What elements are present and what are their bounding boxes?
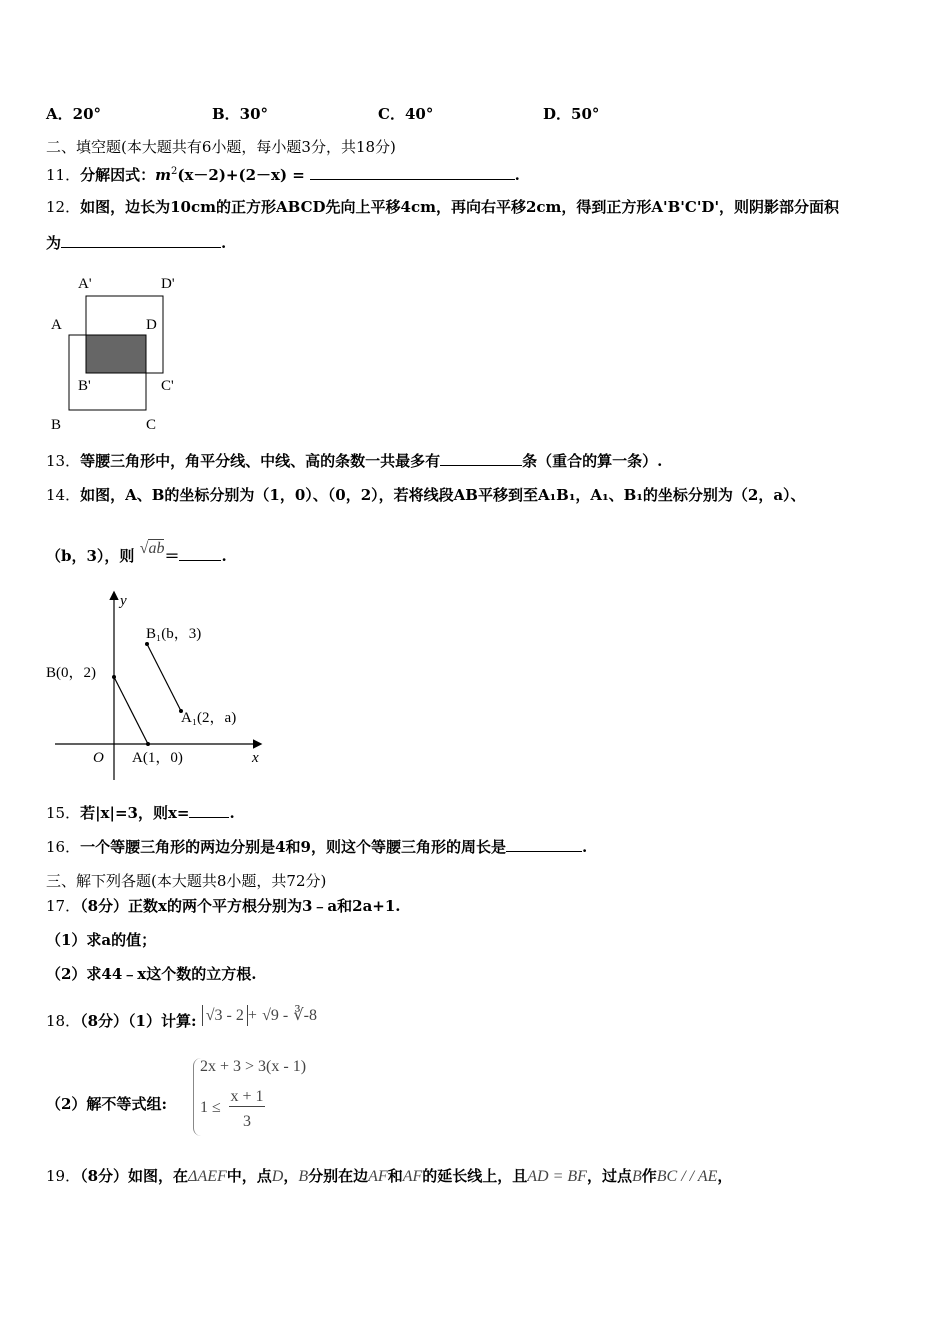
label-b1-coord: B₁(b，3) [146,626,202,642]
q16-number: 16． [46,838,81,856]
q18-abs-expr: √3 - 2 [202,1005,248,1026]
q17-part1: （1）求a的值； [46,931,157,949]
q14-line2 [46,540,227,567]
q19-number: 19． [46,1167,81,1185]
question-16 [46,837,587,857]
question-13 [46,451,662,471]
label-o: O [93,750,104,766]
q11-text: 分解因式： [80,166,156,184]
question-19 [46,1166,732,1187]
q11-number: 11． [46,166,81,184]
q18-sqrt9: √9 - [262,1007,289,1024]
question-11 [46,162,520,185]
point-b [112,675,116,679]
q18-number: 18． [46,1012,81,1030]
label-b: B [51,417,62,433]
label-a: A [51,317,62,333]
point-b1 [145,642,149,646]
option-d: D．50° [543,105,600,123]
q18-ineq2-pre: 1 ≤ [200,1099,221,1116]
q11-expr: (x－2)+(2－x) = [177,166,305,184]
q13-pre: 等腰三角形中，角平分线、中线、高的条数一共最多有 [80,452,441,470]
q16-answer-blank[interactable] [506,837,582,852]
q14-text: 如图，A、B的坐标分别为（1，0）、（0，2），若将线段AB平移到至A₁B₁，A₁、B₁的坐标分别为（2，a）、 [80,486,806,504]
q14-eq: ＝ [164,547,180,565]
question-17 [46,896,401,916]
label-a1-coord: A₁(2，a) [181,710,237,726]
q14-sqrt: √ab [139,540,165,557]
q13-answer-blank[interactable] [440,451,522,466]
q19-comma: ， [283,1167,299,1185]
label-x: x [252,750,259,766]
q19-text-f: ，过点 [586,1167,632,1185]
segment-a1b1 [147,644,181,711]
q19-text-d: 和 [387,1167,403,1185]
section-3-heading: 三、解下列各题(本大题共8小题，共72分) [46,872,327,890]
label-a1: A' [78,276,92,292]
q11-end: . [514,166,520,184]
q14-end: . [221,547,227,565]
question-15 [46,803,235,823]
q19-text-b: 中，点 [226,1167,272,1185]
option-b: B．30° [212,105,269,123]
q17-part2: （2）求44﹣x这个数的立方根. [46,965,257,983]
q18-ineq2-denominator: 3 [243,1113,251,1130]
q13-post: 条（重合的算一条）. [522,452,663,470]
q14-answer-blank[interactable] [179,546,221,561]
q12-line2 [46,233,226,253]
q18-plus: + [247,1007,257,1024]
question-12 [46,197,839,217]
q16-pre: 一个等腰三角形的两边分别是4和9，则这个等腰三角形的周长是 [80,838,506,856]
q15-answer-blank[interactable] [189,803,229,818]
q19-eq: AD = BF [527,1168,587,1185]
q19-tri: ΔAEF [188,1168,227,1185]
q15-pre: 若|x|=3，则x= [80,804,190,822]
q19-par: BC / / AE [656,1168,718,1185]
shaded-region [86,335,146,373]
q15-end: . [229,804,235,822]
q19-end: ， [717,1167,733,1185]
q18-ineq1: 2x + 3 > 3(x - 1) [200,1058,307,1075]
q12-number: 12． [46,198,81,216]
q11-expr-pre: m [155,166,171,184]
q18-ineq2-numerator: x + 1 [230,1088,264,1105]
label-b-coord: B(0，2) [46,665,96,681]
q19-b2: B [631,1168,642,1185]
question-14 [46,485,806,505]
q19-b: B [298,1168,309,1185]
q19-text-c: 分别在边 [308,1167,369,1185]
q11-sup: 2 [170,166,178,177]
q12-answer-blank[interactable] [61,233,221,248]
segment-ab [114,677,148,744]
option-a: A．20° [46,105,102,123]
q19-af1: AF [368,1168,388,1185]
q12-figure [40,268,200,438]
label-a-coord: A(1，0) [132,750,183,766]
option-c: C．40° [378,105,434,123]
q13-number: 13． [46,452,81,470]
section-2-heading: 二、填空题(本大题共有6小题，每小题3分，共18分) [46,138,396,156]
q19-d: D [271,1168,284,1185]
q14-figure [40,585,270,785]
q16-end: . [581,838,588,856]
label-c1: C' [161,378,174,394]
q12-line2-label: 为 [46,234,62,252]
q11-answer-blank[interactable] [310,165,515,180]
point-a [146,742,150,746]
q19-text-e: 的延长线上，且 [422,1167,528,1185]
q17-number: 17． [46,897,81,915]
q19-af2: AF [402,1168,423,1185]
label-b1: B' [78,378,91,394]
label-d: D [146,317,157,333]
q18-text: （8分）（1）计算: [80,1012,197,1030]
q19-text-g: 作 [641,1167,657,1185]
q14-number: 14． [46,486,81,504]
q12-end: . [221,234,227,252]
q18-part2: （2）解不等式组: [46,1095,167,1113]
q19-text-a: （8分）如图，在 [80,1167,189,1185]
q12-text: 如图，边长为10cm的正方形ABCD先向上平移4cm，再向右平移2cm，得到正方形A'B'C'D'，则阴影部分面积 [80,198,840,216]
label-y: y [120,593,127,609]
q15-number: 15． [46,804,81,822]
label-c: C [146,417,157,433]
label-d1: D' [161,276,175,292]
q14-line2-pre: （b，3），则 [46,547,135,565]
question-18 [46,1007,317,1032]
q18-cbrt: ∛-8 [293,1007,317,1024]
q17-text: （8分）正数x的两个平方根分别为3﹣a和2a+1. [80,897,401,915]
